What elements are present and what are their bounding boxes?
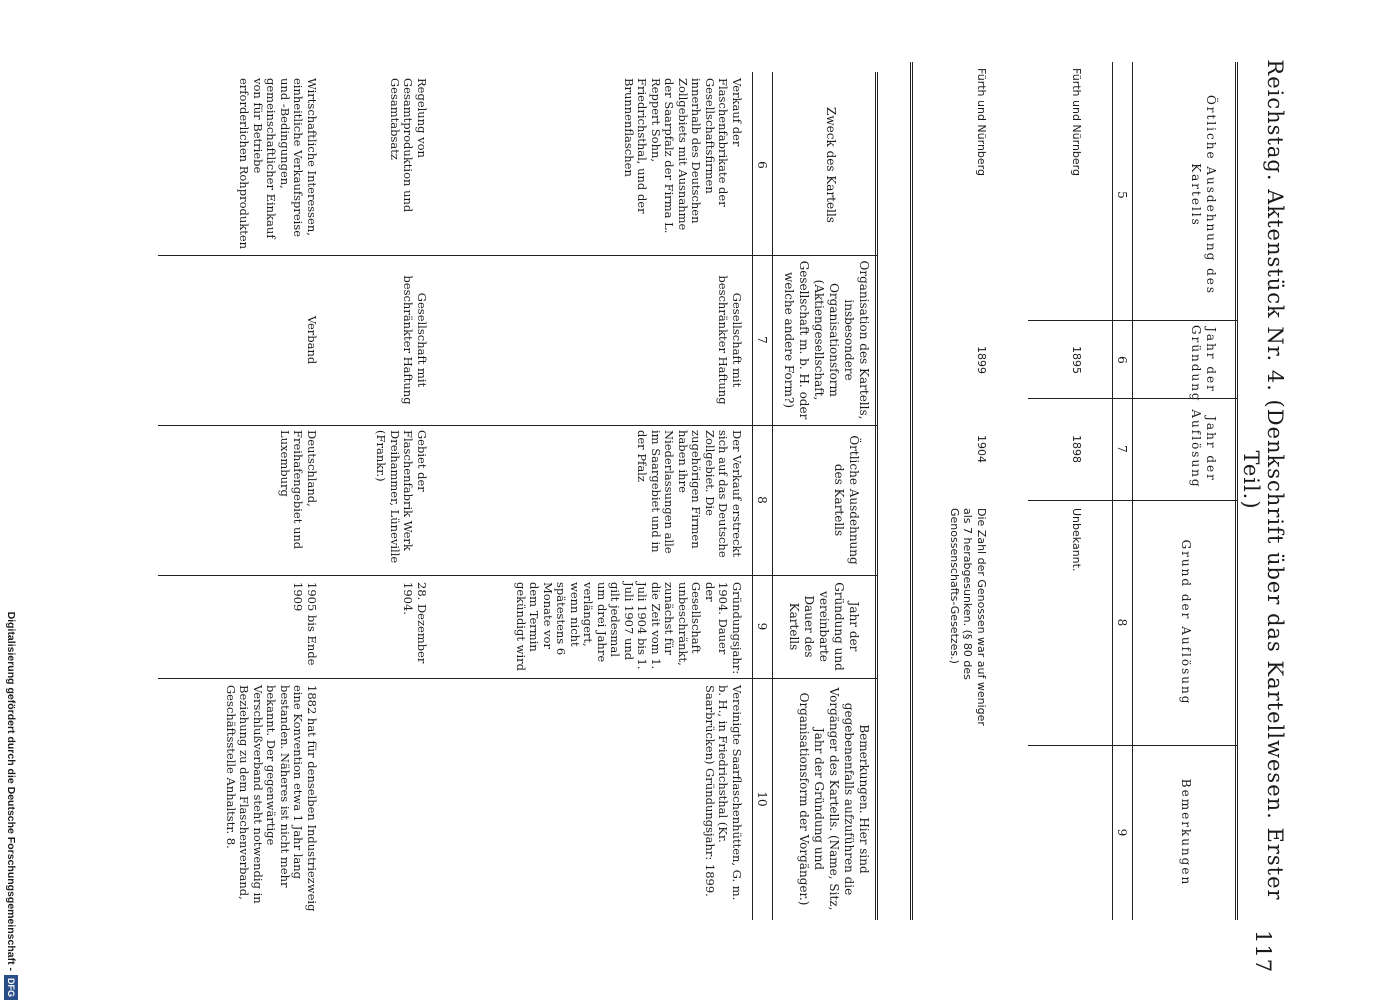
upper-row1-col7: 1898 (1070, 435, 1083, 463)
upper-row1-col6: 1895 (1070, 346, 1083, 374)
upper-header-col9: Bemerkungen (1179, 778, 1193, 887)
upper-col-number: 6 (1115, 356, 1129, 364)
dfg-logo: DFG (4, 975, 18, 1000)
upper-col-number: 9 (1115, 828, 1129, 837)
lower-col-divider-1 (158, 255, 878, 256)
upper-row2-col8: Die Zahl der Genossen war auf weniger als 7 herabgesunken. (§ 80 des Genossenschafts-Gesetzes.) (948, 508, 988, 726)
page-number: 117 (1251, 930, 1275, 974)
lower-header-col10: Bemerkungen. Hier sind gegebenenfalls aufzuführen die Vorgänger des Kartells. (Name, Sitz, Jahr der Gründung und Organisationsform der Vorgänger.) (797, 687, 871, 911)
lower-row3-col10: 1882 hat für denselben Industriezweig eine Konvention etwa 1 Jahr lang bestanden. Näheres ist nicht mehr bekannt. Der gegenwärtige Verschlußverband steht notwendig in Beziehung zu dem Flaschenverband, Geschäftsstelle Anhaltstr. 8. (224, 685, 319, 912)
lower-col-number: 8 (755, 496, 769, 504)
lower-table-number-rule (752, 72, 753, 920)
running-head (1239, 30, 1287, 974)
lower-row2-col6: Regelung von Gesamtproduktion und Gesamtabsatz (388, 78, 429, 213)
lower-row2-col7: Gesellschaft mit beschränkter Haftung (401, 275, 429, 405)
lower-col-divider-3 (158, 575, 878, 576)
upper-header-col8: Grund der Auflösung (1179, 539, 1193, 706)
digitization-credit (2, 0, 20, 1000)
lower-row3-col6: Wirtschaftliche Interessen, einheitliche Verkaufspreise und -Bedingungen, gemeinschaftlicher Einkauf von für Betriebe erforderlichen Rohprodukten (237, 78, 319, 250)
lower-table-top-rule (875, 72, 878, 920)
upper-row1-col8: Unbekannt. (1070, 508, 1083, 572)
lower-row1-col9: Gründungsjahr: 1904. Dauer der Gesellschaft unbeschränkt, zunächst für die Zeit vom 1. Juli 1904 bis 1. Juli 1907 und gilt jedesmal um drei Jahre verlängert, wenn nicht spätestens 6 Monate vor dem Termin gekündigt wird (514, 582, 744, 675)
upper-col-divider-3 (1028, 500, 1238, 501)
lower-row2-col8: Gebiet der Flaschenfabrik Werk Dreihammer, Lüneville (Frankr.) (374, 430, 429, 564)
lower-header-col9: Jahr der Gründung und vereinbarte Dauer des Kartells (787, 582, 861, 671)
lower-row3-col9: 1905 bis Ende 1909 (291, 582, 319, 666)
lower-col-number: 7 (755, 336, 769, 344)
upper-table-header-rule (1132, 62, 1133, 920)
upper-row1-col5: Fürth und Nürnberg (1070, 68, 1083, 176)
lower-row1-col6: Verkauf der Flaschenfabrikate der Gesellschaftsfirmen innerhalb des Deutschen Zollgebiets mit Ausnahme der Saarpfalz der Firma L. Reppert Sohn, Friedrichsthal, und der Brunnenflaschen (622, 78, 744, 234)
lower-row2-col9: 28. Dezember 1904. (401, 582, 429, 664)
upper-row2-col6: 1899 (975, 346, 988, 374)
upper-row2-col7: 1904 (975, 435, 988, 463)
lower-row3-col8: Deutschland, Freihafengebiet und Luxemburg (278, 430, 319, 550)
lower-header-col8: Örtliche Ausdehnung des Kartells (832, 435, 861, 565)
lower-row1-col7: Gesellschaft mit beschränkter Haftung (716, 275, 744, 405)
upper-header-col6: Jahr der Gründung (1189, 325, 1218, 403)
upper-table-number-rule (1112, 62, 1113, 920)
upper-table-top-rule (1235, 62, 1238, 920)
lower-row1-col8: Der Verkauf erstreckt sich auf das Deutsche Zollgebiet. Die zugehörigen Firmen haben ihre Niederlassungen alle im Saargebiet und in der Pfalz (635, 430, 744, 558)
upper-header-col7: Jahr der Auflösung (1189, 409, 1218, 489)
running-head-title: Reichstag. Aktenstück Nr. 4. (Denkschrift über das Kartellwesen. Erster Teil.) (1239, 59, 1287, 901)
lower-header-col6: Zweck des Kartells (824, 107, 838, 223)
lower-row1-col10: Vereinigte Saarflaschenhütten, G. m. b. H., in Friedrichsthal (Kr. Saarbrücken) Gründungsjahr: 1899. (703, 685, 744, 901)
upper-col-number: 5 (1115, 191, 1129, 199)
upper-col-divider-1 (1028, 320, 1238, 321)
upper-row2-col5: Fürth und Nürnberg (975, 68, 988, 176)
lower-col-number: 10 (755, 791, 769, 807)
upper-col-divider-2 (1028, 398, 1238, 399)
lower-row3-col7: Verband (305, 315, 319, 365)
lower-header-col7: Organisation des Kartells, insbesondere Organisationsform (Aktiengesellschaft, Gesellschaft m. b. H. oder welche andere Form?) (782, 260, 871, 420)
upper-col-divider-4 (1028, 745, 1238, 746)
upper-col-number: 8 (1115, 618, 1129, 627)
lower-table-header-rule (772, 72, 773, 920)
credit-text: Digitalisierung gefördert durch die Deutsche Forschungsgemeinschaft - (5, 611, 17, 971)
upper-table-bottom-rule (910, 62, 913, 920)
lower-col-number: 9 (755, 622, 769, 631)
lower-col-divider-4 (158, 678, 878, 679)
upper-col-number: 7 (1115, 445, 1129, 453)
lower-col-number: 6 (755, 161, 769, 169)
lower-col-divider-2 (158, 425, 878, 426)
upper-header-col5: Örtliche Ausdehnung des Kartells (1189, 94, 1218, 296)
